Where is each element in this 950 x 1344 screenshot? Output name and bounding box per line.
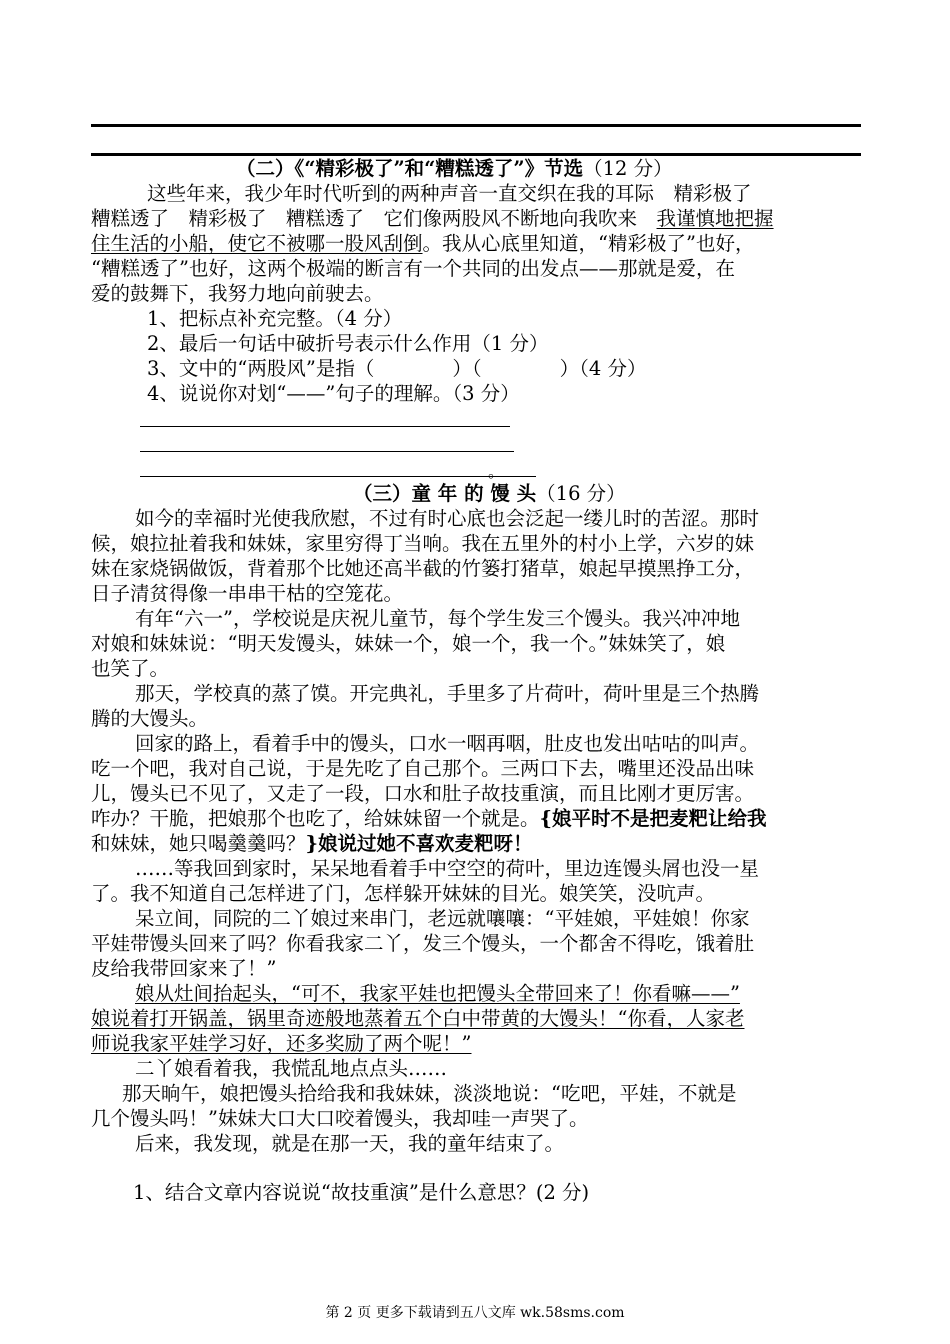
s3-line-16: 了。我不知道自己怎样进了门，怎样躲开妹妹的目光。娘笑笑，没吭声。 [91,882,716,905]
s3-line-12: 儿，馒头已不见了，又走了一段，口水和肚子故技重演，而且比刚才更厉害。 [91,782,755,805]
s3-line-6: 对娘和妹妹说：“明天发馒头，妹妹一个，娘一个，我一个。”妹妹笑了，娘 [91,632,726,655]
section2-title: （二）《“精彩极了”和“糟糕透了”》节选（12 分） [236,157,673,180]
page-footer: 第 2 页 更多下载请到五八文库 wk.58sms.com [325,1305,625,1321]
s3-line-14: 和妹妹，她只喝羹羹吗？}娘说过她不喜欢麦粑呀！ [91,832,533,855]
s3-line-1: 如今的幸福时光使我欣慰，不过有时心底也会泛起一缕儿时的苦涩。那时 [135,507,760,530]
s2-paragraph-line-5: 爱的鼓舞下，我努力地向前驶去。 [91,282,384,305]
s2-paragraph-line-4: “糟糕透了”也好，这两个极端的断言有一个共同的出发点——那就是爱，在 [91,257,735,280]
s3-line-25: 几个馒头吗！”妹妹大口大口咬着馒头，我却哇一声哭了。 [91,1107,589,1130]
s3-line-5: 有年“六一”，学校说是庆祝儿童节，每个学生发三个馒头。我兴冲冲地 [135,607,740,630]
section3-score: （16 分） [536,482,626,505]
answer-period: 。 [488,462,505,481]
s3-line-3: 妹在家烧锅做饭，背着那个比她还高半截的竹篓打猪草，娘起早摸黑挣工分， [91,557,755,580]
answer-line-3[interactable] [140,476,536,477]
underlined-sentence-cont: 住生活的小船，使它不被哪一股风刮倒 [91,232,423,255]
s3-line-2: 候，娘拉扯着我和妹妹，家里穷得丁当响。我在五里外的村小上学，六岁的妹 [91,532,755,555]
s3-line-19: 皮给我带回家来了！” [91,957,277,980]
second-rule [91,153,861,156]
s3-line-20-underlined: 娘从灶间抬起头，“可不，我家平娃也把馒头全带回来了！你看嘛——” [135,982,740,1005]
s3-line-22-underlined: 师说我家平娃学习好，还多奖励了两个呢！” [91,1032,472,1055]
brace-open-text: {娘平时不是把麦粑让给我 [539,807,767,830]
underlined-sentence: 我谨慎地把握 [656,207,774,230]
section2-score: （12 分） [583,157,673,180]
brace-close-text: }娘说过她不喜欢麦粑呀！ [305,832,533,855]
s2-paragraph-line-1: 这些年来，我少年时代听到的两种声音一直交织在我的耳际 精彩极了 [147,182,752,205]
s3-question-1: 1、结合文章内容说说“故技重演”是什么意思？(2 分) [133,1181,590,1204]
s3-line-4: 日子清贫得像一串串干枯的空笼花。 [91,582,404,605]
s3-line-24: 那天晌午，娘把馒头拾给我和我妹妹，淡淡地说：“吃吧，平娃，不就是 [122,1082,737,1105]
s3-line-9: 腾的大馒头。 [91,707,209,730]
s3-line-23: 二丫娘看着我，我慌乱地点点头…… [135,1057,448,1080]
s3-line-7: 也笑了。 [91,657,170,680]
s3-line-18: 平娃带馒头回来了吗？你看我家二丫，发三个馒头，一个都舍不得吃，饿着肚 [91,932,755,955]
section3-title: （三）童 年 的 馒 头（16 分） [353,482,626,505]
s2-question-4: 4、说说你对划“——”句子的理解。（3 分） [147,382,520,405]
s3-line-26: 后来，我发现，就是在那一天，我的童年结束了。 [135,1132,565,1155]
s2-question-3: 3、文中的“两股风”是指（ ）（ ）（4 分） [147,357,647,380]
s2-paragraph-line-3: 住生活的小船，使它不被哪一股风刮倒。我从心底里知道，“精彩极了”也好， [91,232,755,255]
s3-line-10: 回家的路上，看着手中的馒头，口水一咽再咽，肚皮也发出咕咕的叫声。 [135,732,760,755]
top-rule [91,124,861,127]
s3-line-11: 吃一个吧，我对自己说，于是先吃了自己那个。三两口下去，嘴里还没品出味 [91,757,755,780]
s2-question-1: 1、把标点补充完整。（4 分） [147,307,403,330]
s3-line-8: 那天，学校真的蒸了馍。开完典礼，手里多了片荷叶，荷叶里是三个热腾 [135,682,760,705]
answer-line-1[interactable] [140,426,510,427]
s2-question-2: 2、最后一句话中破折号表示什么作用（1 分） [147,332,549,355]
s3-line-15: ……等我回到家时，呆呆地看着手中空空的荷叶，里边连馒头屑也没一星 [135,857,760,880]
s3-line-13: 咋办？干脆，把娘那个也吃了，给妹妹留一个就是。{娘平时不是把麦粑让给我 [91,807,767,830]
s3-line-21-underlined: 娘说着打开锅盖，锅里奇迹般地蒸着五个白中带黄的大馒头！“你看，人家老 [91,1007,745,1030]
s3-line-17: 呆立间，同院的二丫娘过来串门，老远就嚷嚷：“平娃娘，平娃娘！你家 [135,907,750,930]
s2-paragraph-line-2: 糟糕透了 精彩极了 糟糕透了 它们像两股风不断地向我吹来 我谨慎地把握 [91,207,774,230]
answer-line-2[interactable] [140,451,514,452]
